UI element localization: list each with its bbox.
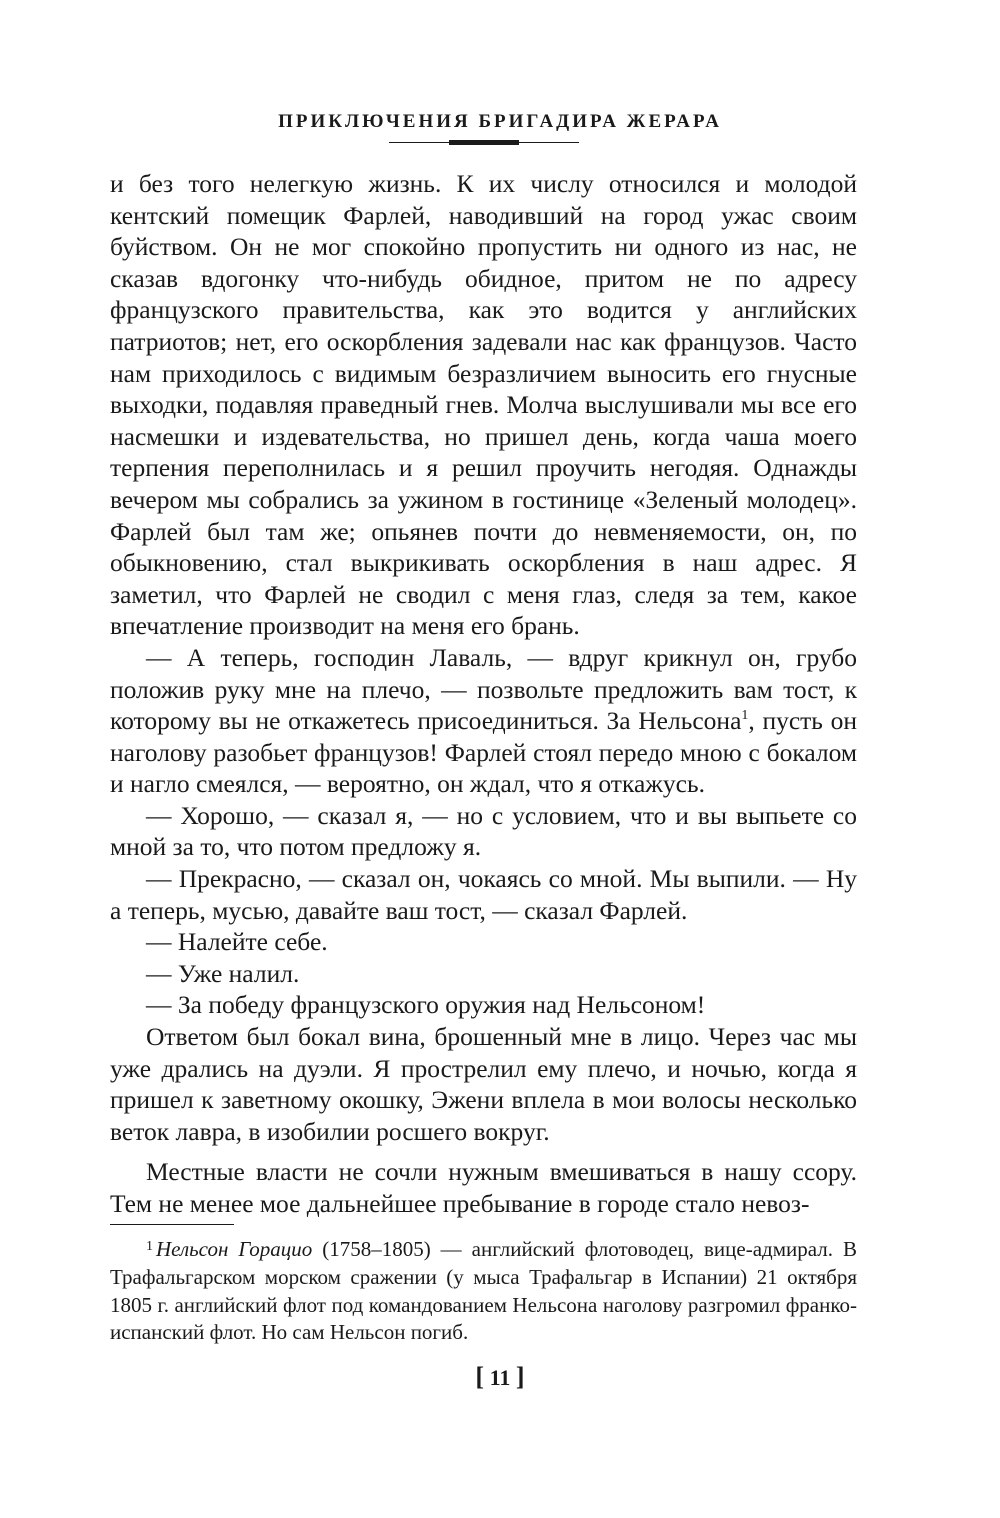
running-head: ПРИКЛЮЧЕНИЯ БРИГАДИРА ЖЕРАРА [278,111,722,132]
page-number-open-bracket: [ [475,1362,485,1391]
paragraph-6: — Уже налил. [146,958,300,988]
footnote-ref: 1 [741,708,749,724]
page-number [0,1362,1000,1392]
footnote-text: (1758–1805) — английский флотоводец, вице-адмирал. В Трафальгарском морском сражении (у мыса Трафальгар в Испании) 21 октября 1805 г. английский флот под командованием Нельсона наголову разгромил франко-испанский флот. Но сам Нельсон погиб. [110,1237,857,1345]
paragraph-7: — За победу французского оружия над Нельсоном! [146,990,706,1020]
paragraph-2 [110,642,857,800]
paragraph-2-text-after: , пусть он наголову разобьет французов! Фарлей стоял передо мною с бокалом и нагло смеялся, — вероятно, он ждал, что я откажусь. [110,706,857,799]
footnote-rule [110,1224,234,1225]
footnote-name: Нельсон Горацио [156,1237,313,1261]
paragraph-1: и без того нелегкую жизнь. К их числу относился и молодой кентский помещик Фарлей, наводивший на город ужас своим буйством. Он не мог спокойно пропустить ни одного из нас, не сказав вдогонку что-нибудь обидное, притом не по адресу французского правительства, как это водится у английских патриотов; нет, его оскорбления задевали нас как французов. Часто нам приходилось с видимым безразличием выносить его гнусные выходки, подавляя праведный гнев. Молча выслушивали мы все его насмешки и издевательства, но пришел день, когда чаша моего терпения переполнилась и я решил проучить негодяя. Однажды вечером мы собрались за ужином в гостинице «Зеленый молодец». Фарлей был там же; опьянев почти до невменяемости, он, по обыкновению, стал выкрикивать оскорбления в наш адрес. Я заметил, что Фарлей не сводил с меня глаз, следя за тем, какое впечатление производит на меня его брань. [110,169,857,641]
footnote-number: 1 [146,1239,153,1254]
paragraph-9: Местные власти не сочли нужным вмешиваться в нашу ссору. Тем не менее мое дальнейшее пребывание в городе стало невоз- [110,1157,857,1218]
paragraph-4: — Прекрасно, — сказал он, чокаясь со мной. Мы выпили. — Ну а теперь, мусью, давайте ваш тост, — сказал Фарлей. [110,864,857,925]
paragraph-8: Ответом был бокал вина, брошенный мне в лицо. Через час мы уже дрались на дуэли. Я прострелил ему плечо, и ночью, когда я пришел к заветному окошку, Эжени вплела в мои волосы несколько веток лавра, в изобилии росшего вокруг. [110,1022,857,1146]
footnote [110,1236,857,1347]
paragraph-3: — Хорошо, — сказал я, — но с условием, что и вы выпьете со мной за то, что потом предложу я. [110,800,857,862]
paragraph-2-text-before: — А теперь, господин Лаваль, — вдруг крикнул он, грубо положив руку мне на плечо, — позвольте предложить вам тост, к которому вы не откажетесь присоединиться. За Нельсона [110,642,857,736]
page-number-close-bracket: ] [515,1362,525,1391]
page-number-value: 11 [489,1365,511,1390]
body-text [110,168,857,1220]
running-head-rule-accent [449,140,519,145]
paragraph-5: — Налейте себе. [146,927,328,957]
